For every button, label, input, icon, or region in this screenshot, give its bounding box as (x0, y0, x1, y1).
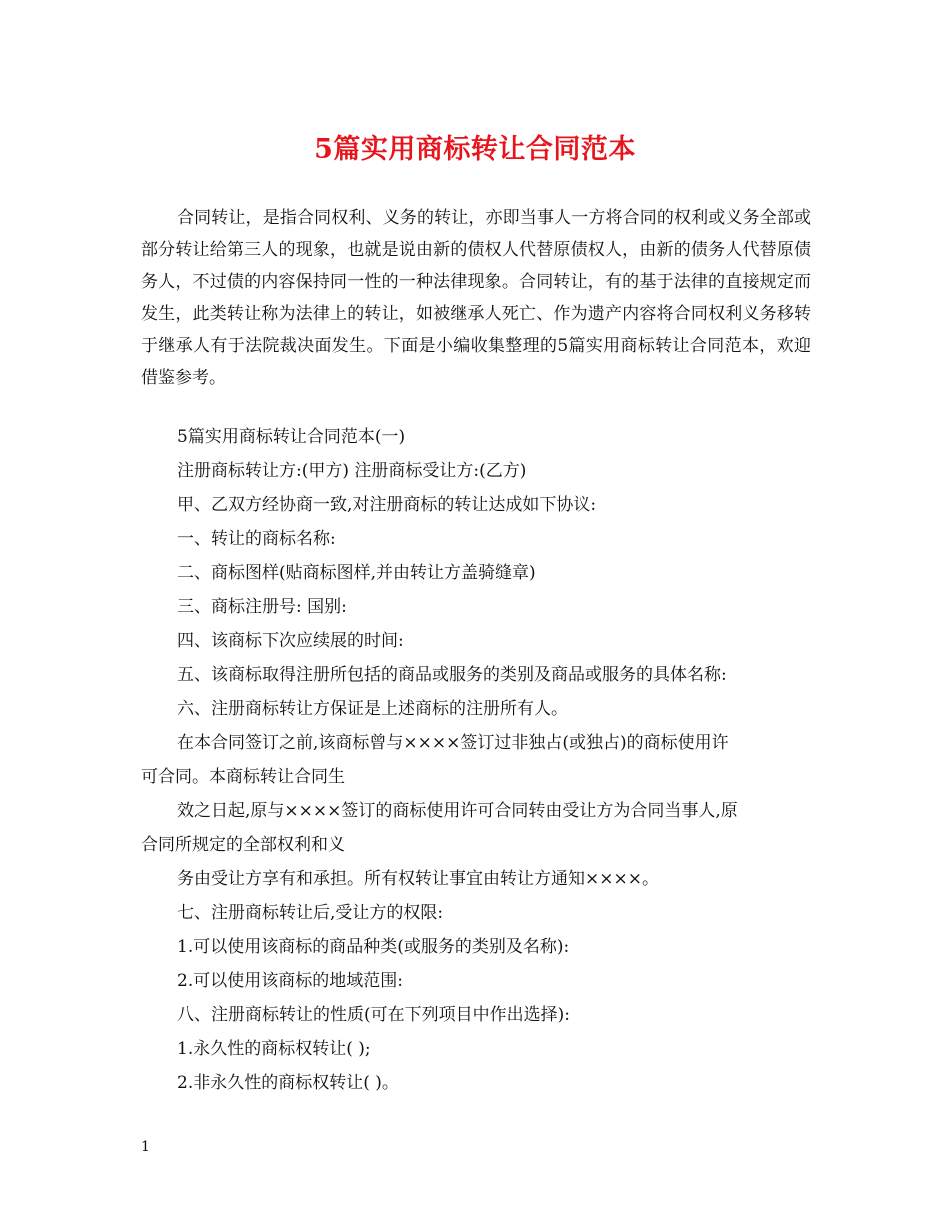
body-line: 甲、乙双方经协商一致,对注册商标的转让达成如下协议: (177, 495, 597, 515)
body-line: 合同所规定的全部权利和义 (141, 835, 345, 855)
body-line: 1.可以使用该商标的商品种类(或服务的类别及名称): (177, 937, 570, 957)
body-line: 四、该商标下次应续展的时间: (177, 631, 404, 651)
body-line: 5篇实用商标转让合同范本(一) (177, 427, 406, 447)
body-line: 2.非永久性的商标权转让( )。 (177, 1073, 399, 1093)
body-line: 可合同。本商标转让合同生 (141, 767, 345, 787)
contract-body (141, 420, 811, 1100)
body-line: 效之日起,原与××××签订的商标使用许可合同转由受让方为合同当事人,原 (177, 801, 738, 821)
body-line: 一、转让的商标名称: (177, 529, 336, 549)
body-line: 六、注册商标转让方保证是上述商标的注册所有人。 (177, 699, 568, 719)
body-line: 注册商标转让方:(甲方) 注册商标受让方:(乙方) (177, 461, 527, 481)
body-line: 五、该商标取得注册所包括的商品或服务的类别及商品或服务的具体名称: (177, 665, 727, 685)
body-line: 2.可以使用该商标的地域范围: (177, 971, 403, 991)
body-line: 1.永久性的商标权转让( ); (177, 1039, 371, 1059)
intro-paragraph: 合同转让，是指合同权利、义务的转让，亦即当事人一方将合同的权利或义务全部或部分转让给第三人的现象，也就是说由新的债权人代替原债权人，由新的债务人代替原债务人，不过债的内容保持同一性的一种法律现象。合同转让，有的基于法律的直接规定而发生，此类转让称为法律上的转让，如被继承人死亡、作为遗产内容将合同权利义务移转于继承人有于法院裁决面发生。下面是小编收集整理的5篇实用商标转让合同范本，欢迎借鉴参考。 (141, 208, 811, 388)
body-line: 在本合同签订之前,该商标曾与××××签订过非独占(或独占)的商标使用许 (177, 733, 729, 753)
page-title: 5篇实用商标转让合同范本 (314, 134, 636, 165)
body-line: 八、注册商标转让的性质(可在下列项目中作出选择): (177, 1005, 570, 1025)
body-line: 七、注册商标转让后,受让方的权限: (177, 903, 444, 923)
body-line: 务由受让方享有和承担。所有权转让事宜由转让方通知××××。 (177, 869, 659, 889)
body-line: 二、商标图样(贴商标图样,并由转让方盖骑缝章) (177, 563, 536, 583)
page-number: 1 (141, 1139, 150, 1155)
body-line: 三、商标注册号: 国别: (177, 597, 347, 617)
